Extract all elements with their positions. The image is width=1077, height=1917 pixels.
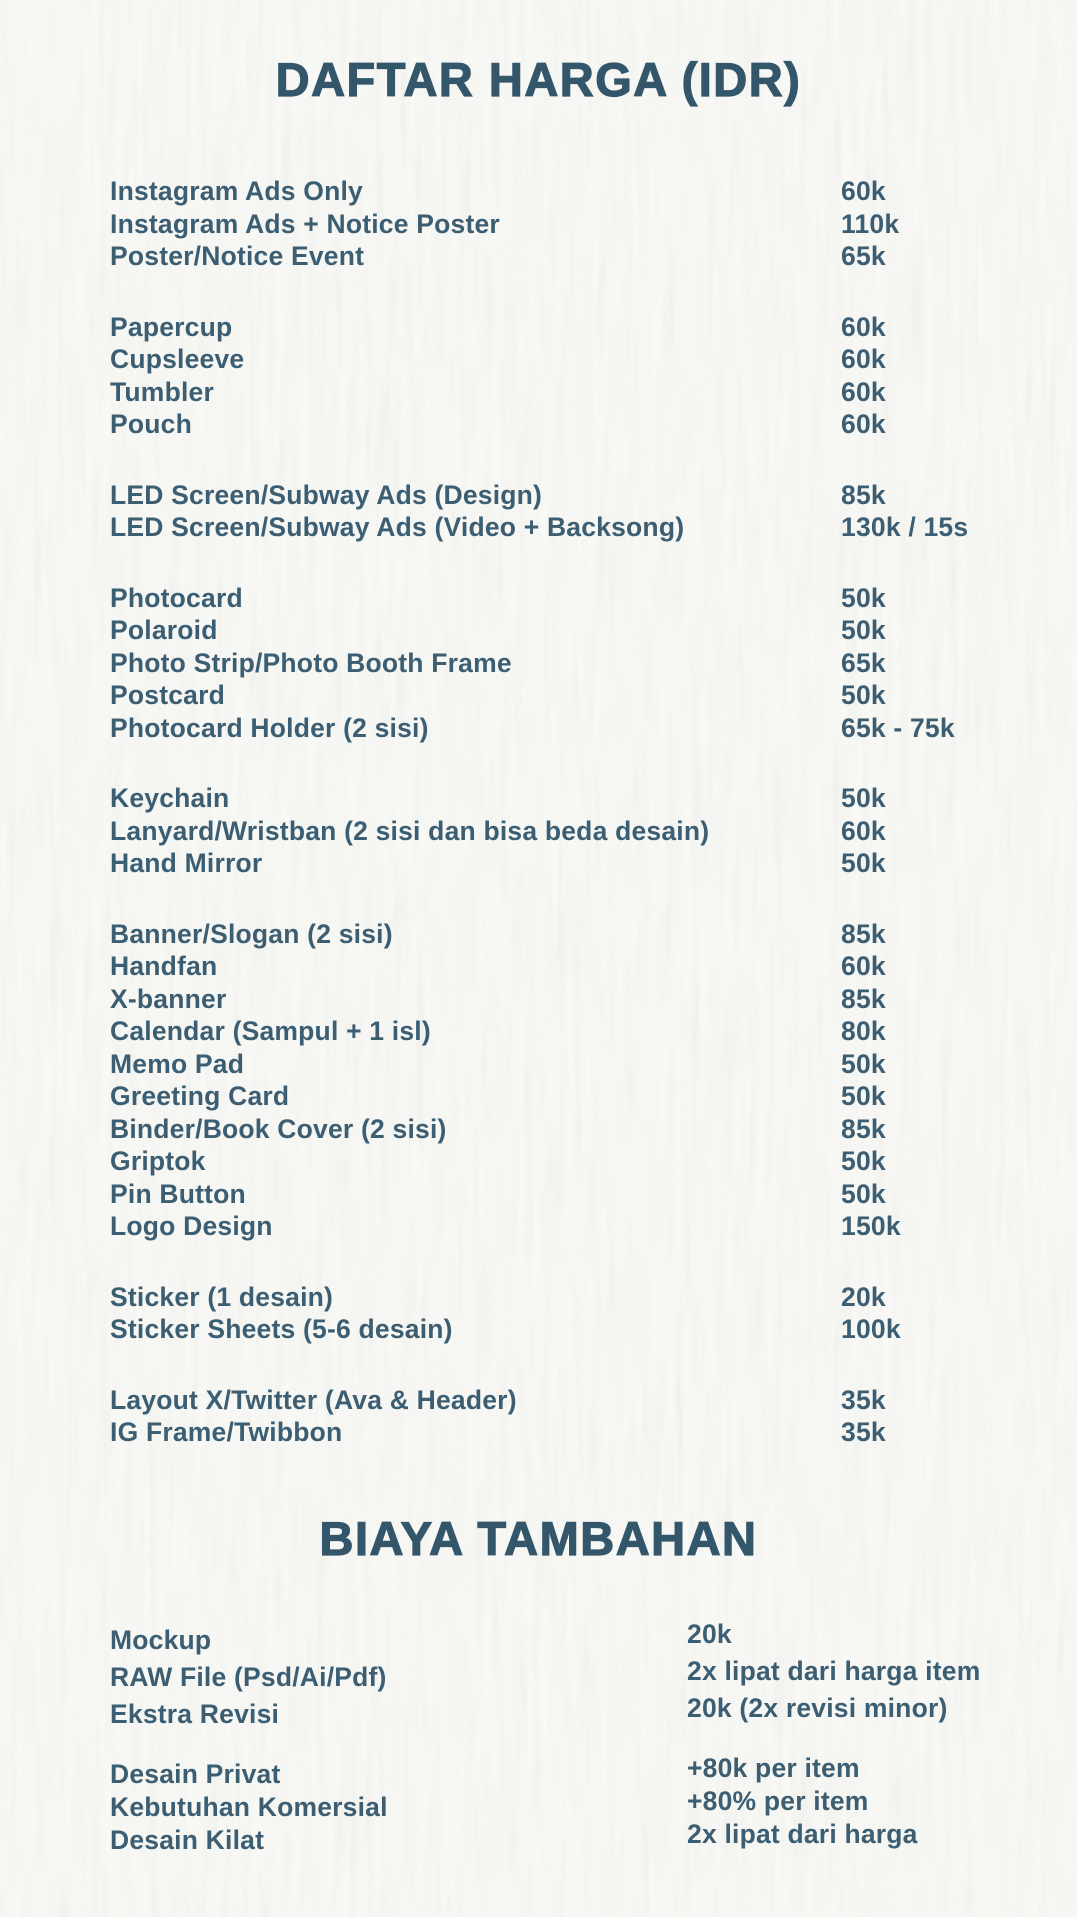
price-list: [0, 175, 1077, 1449]
item-price: 65k - 75k: [841, 712, 955, 743]
price-row: [110, 1145, 1077, 1178]
item-price: 60k: [841, 951, 886, 981]
item-price: 35k: [841, 1417, 886, 1447]
item-label: Papercup: [110, 311, 233, 342]
item-price: 50k: [841, 1048, 886, 1079]
price-row: [110, 311, 1077, 344]
item-label: Desain Kilat: [110, 1824, 265, 1855]
item-price: 50k: [841, 848, 886, 878]
item-price: 85k: [841, 479, 886, 510]
price-row: [110, 1818, 1077, 1857]
price-row: [110, 175, 1077, 208]
price-row: [110, 1210, 1077, 1243]
item-label: Instagram Ads Only: [110, 176, 363, 206]
item-label: Banner/Slogan (2 sisi): [110, 918, 393, 949]
item-price: 35k: [841, 1384, 886, 1415]
item-label: Hand Mirror: [110, 848, 263, 878]
item-price: 2x lipat dari harga item: [687, 1655, 981, 1686]
item-label: LED Screen/Subway Ads (Video + Backsong): [110, 512, 685, 542]
item-group: [110, 1281, 1077, 1346]
item-price: 20k (2x revisi minor): [687, 1692, 948, 1723]
item-label: Keychain: [110, 783, 230, 813]
item-price: +80k per item: [687, 1752, 860, 1783]
price-row: [110, 782, 1077, 815]
item-label: Sticker Sheets (5-6 desain): [110, 1314, 453, 1344]
item-price: 85k: [841, 1113, 886, 1144]
item-label: Binder/Book Cover (2 sisi): [110, 1113, 447, 1144]
item-label: Calendar (Sampul + 1 isl): [110, 1016, 431, 1046]
item-label: Photocard: [110, 582, 243, 613]
price-row: [110, 1692, 1077, 1733]
price-row: [110, 712, 1077, 745]
item-price: 150k: [841, 1211, 901, 1241]
item-label: Desain Privat: [110, 1758, 281, 1789]
item-price: 50k: [841, 1081, 886, 1111]
item-price: 20k: [687, 1618, 732, 1649]
item-label: Instagram Ads + Notice Poster: [110, 208, 500, 239]
item-group: [110, 582, 1077, 745]
additional-fees-title: BIAYA TAMBAHAN: [319, 1511, 758, 1565]
item-label: Photocard Holder (2 sisi): [110, 712, 429, 743]
item-group: [110, 1384, 1077, 1449]
item-price: 50k: [841, 582, 886, 613]
price-row: [110, 376, 1077, 409]
item-price: +80% per item: [687, 1785, 869, 1816]
item-price: 100k: [841, 1314, 901, 1344]
price-row: [110, 479, 1077, 512]
price-row: [110, 679, 1077, 712]
price-row: [110, 1015, 1077, 1048]
price-row: [110, 918, 1077, 951]
item-label: IG Frame/Twibbon: [110, 1417, 343, 1447]
item-label: Memo Pad: [110, 1048, 245, 1079]
item-label: Ekstra Revisi: [110, 1698, 280, 1729]
item-price: 85k: [841, 918, 886, 949]
item-price: 2x lipat dari harga: [687, 1818, 918, 1849]
item-price: 50k: [841, 1178, 886, 1209]
item-label: Mockup: [110, 1624, 212, 1655]
price-row: [110, 1178, 1077, 1211]
item-label: Pouch: [110, 409, 192, 439]
item-label: Pin Button: [110, 1178, 246, 1209]
item-label: Polaroid: [110, 615, 218, 645]
price-row: [110, 343, 1077, 376]
price-row: [110, 582, 1077, 615]
price-row: [110, 983, 1077, 1016]
price-row: [110, 950, 1077, 983]
item-label: Postcard: [110, 680, 226, 710]
item-label: Griptok: [110, 1146, 206, 1176]
price-row: [110, 1080, 1077, 1113]
item-price: 50k: [841, 783, 886, 813]
item-price: 60k: [841, 344, 886, 374]
price-row: [110, 1313, 1077, 1346]
item-price: 60k: [841, 409, 886, 439]
price-row: [110, 240, 1077, 273]
item-price: 60k: [841, 815, 886, 846]
item-label: Photo Strip/Photo Booth Frame: [110, 647, 512, 678]
item-label: Lanyard/Wristban (2 sisi dan bisa beda desain): [110, 815, 710, 846]
item-price: 65k: [841, 241, 886, 271]
item-label: Cupsleeve: [110, 344, 245, 374]
price-row: [110, 647, 1077, 680]
item-label: Layout X/Twitter (Ava & Header): [110, 1384, 517, 1415]
item-label: Poster/Notice Event: [110, 241, 365, 271]
additional-fees-list: [0, 1618, 1077, 1857]
item-label: Greeting Card: [110, 1081, 290, 1111]
price-row: [110, 208, 1077, 241]
item-label: Logo Design: [110, 1211, 273, 1241]
price-row: [110, 614, 1077, 647]
price-row: [110, 511, 1077, 544]
price-row: [110, 1048, 1077, 1081]
item-group: [110, 918, 1077, 1243]
item-price: 80k: [841, 1016, 886, 1046]
price-row: [110, 847, 1077, 880]
item-price: 85k: [841, 983, 886, 1014]
item-group: [110, 311, 1077, 441]
item-price: 110k: [841, 208, 900, 239]
price-row: [110, 815, 1077, 848]
item-label: LED Screen/Subway Ads (Design): [110, 479, 543, 510]
price-row: [110, 1416, 1077, 1449]
item-price: 60k: [841, 376, 886, 407]
item-label: Handfan: [110, 951, 218, 981]
item-price: 20k: [841, 1281, 886, 1312]
item-price: 60k: [841, 176, 886, 206]
item-group: [110, 175, 1077, 273]
item-price: 50k: [841, 1146, 886, 1176]
item-group: [110, 1752, 1077, 1857]
item-label: Tumbler: [110, 376, 214, 407]
item-price: 50k: [841, 615, 886, 645]
item-group: [110, 1618, 1077, 1733]
price-list-title: DAFTAR HARGA (IDR): [275, 53, 802, 106]
item-label: Kebutuhan Komersial: [110, 1791, 388, 1822]
item-price: 65k: [841, 647, 886, 678]
price-row: [110, 1281, 1077, 1314]
price-row: [110, 1113, 1077, 1146]
item-label: RAW File (Psd/Ai/Pdf): [110, 1661, 387, 1692]
item-group: [110, 782, 1077, 880]
item-label: Sticker (1 desain): [110, 1281, 334, 1312]
item-price: 60k: [841, 311, 886, 342]
price-row: [110, 408, 1077, 441]
item-price: 130k / 15s: [841, 512, 969, 542]
item-price: 50k: [841, 680, 886, 710]
price-row: [110, 1384, 1077, 1417]
item-group: [110, 479, 1077, 544]
item-label: X-banner: [110, 983, 227, 1014]
